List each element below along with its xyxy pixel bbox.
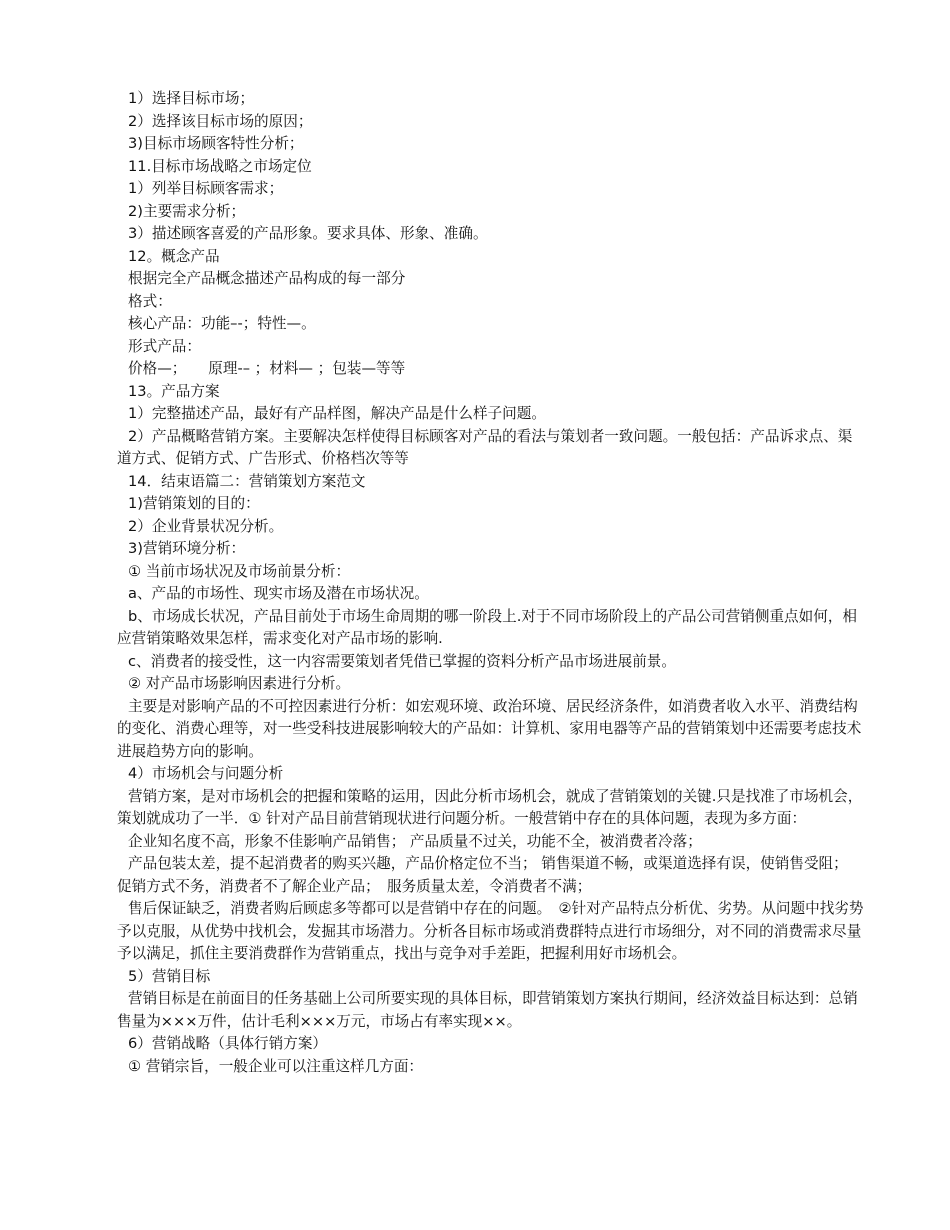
line-15: 1）完整描述产品，最好有产品样图，解决产品是什么样子问题。 [128,405,546,422]
line-10: 格式： [128,292,172,310]
line-27: 4）市场机会与问题分析 [128,765,284,782]
line-25: ② 对产品市场影响因素进行分析。 [128,675,351,692]
line-24: c、消费者的接受性，这一内容需要策划者凭借已掌握的资料分析产品市场进展前景。 [128,652,676,670]
line-1: 1）选择目标市场； [128,90,255,107]
paragraph-23: b、市场成长状况，产品目前处于市场生命周期的哪一阶段上.对于不同市场阶段上的产品公司营销侧重点如何，相应营销策略效果怎样，需求变化对产品市场的影响. [117,607,858,647]
line-7: 3）描述顾客喜爱的产品形象。要求具体、形象、准确。 [128,225,488,242]
section-heading-13: 13。产品方案 [128,382,220,400]
line-29: 企业知名度不高，形象不佳影响产品销售； 产品质量不过关，功能不全，被消费者冷落； [128,832,702,850]
paragraph-16: 2）产品概略营销方案。主要解决怎样使得目标顾客对产品的看法与策划者一致问题。一般包括：产品诉求点、渠道方式、促销方式、广告形式、价格档次等等 [117,427,853,467]
line-32: 5）营销目标 [128,967,211,985]
line-22: a、产品的市场性、现实市场及潜在市场状况。 [128,585,429,602]
line-34: 6）营销战略（具体行销方案） [128,1035,328,1052]
line-13: 价格—； 原理-– ；材料— ；包装—等等 [128,360,406,377]
section-heading-11: 11.目标市场战略之市场定位 [128,157,312,175]
line-19: 2）企业背景状况分析。 [128,517,284,535]
line-11: 核心产品：功能–-；特性—。 [128,315,316,332]
paragraph-30: 产品包装太差，提不起消费者的购买兴趣，产品价格定位不当； 销售渠道不畅，或渠道选择有误，使销售受阻； 促销方式不务，消费者不了解企业产品； 服务质量太差，令消费者不满； [117,855,856,895]
paragraph-31: 售后保证缺乏，消费者购后顾虑多等都可以是营销中存在的问题。 ②针对产品特点分析优、劣势。从问题中找劣势予以克服，从优势中找机会，发掘其市场潜力。分析各目标市场或消费群特点进行市场细分，对不同的消费需求尽量予以满足，抓住主要消费群作为营销重点，找出与竞争对手差距，把握利用好市场机会。 [117,900,864,962]
line-3: 3)目标市场顾客特性分析； [128,135,304,152]
line-21: ① 当前市场状况及市场前景分析： [128,562,351,580]
line-12: 形式产品： [128,337,201,355]
line-18: 1)营销策划的目的： [128,495,260,512]
line-6: 2)主要需求分析； [128,202,246,220]
line-5: 1）列举目标顾客需求； [128,180,284,197]
line-20: 3)营销环境分析： [128,540,246,557]
line-35: ① 营销宗旨，一般企业可以注重这样几方面： [128,1057,424,1075]
section-heading-14: 14．结束语篇二：营销策划方案范文 [128,472,366,490]
paragraph-28: 营销方案，是对市场机会的把握和策略的运用，因此分析市场机会，就成了营销策划的关键.只是找准了市场机会，策划就成功了一半．① 针对产品目前营销现状进行问题分析。一般营销中存在的具体问题，表现为多方面： [117,787,863,827]
line-9: 根据完全产品概念描述产品构成的每一部分 [128,270,406,287]
line-2: 2）选择该目标市场的原因； [128,112,313,130]
paragraph-26: 主要是对影响产品的不可控因素进行分析：如宏观环境、政治环境、居民经济条件，如消费者收入水平、消费结构的变化、消费心理等，对一些受科技进展影响较大的产品如：计算机、家用电器等产品的营销策划中还需要考虑技术进展趋势方向的影响。 [117,697,862,760]
paragraph-33: 营销目标是在前面目的任务基础上公司所要实现的具体目标，即营销策划方案执行期间，经济效益目标达到：总销售量为×××万件，估计毛利×××万元，市场占有率实现××。 [117,990,858,1030]
section-heading-12: 12。概念产品 [128,247,220,265]
